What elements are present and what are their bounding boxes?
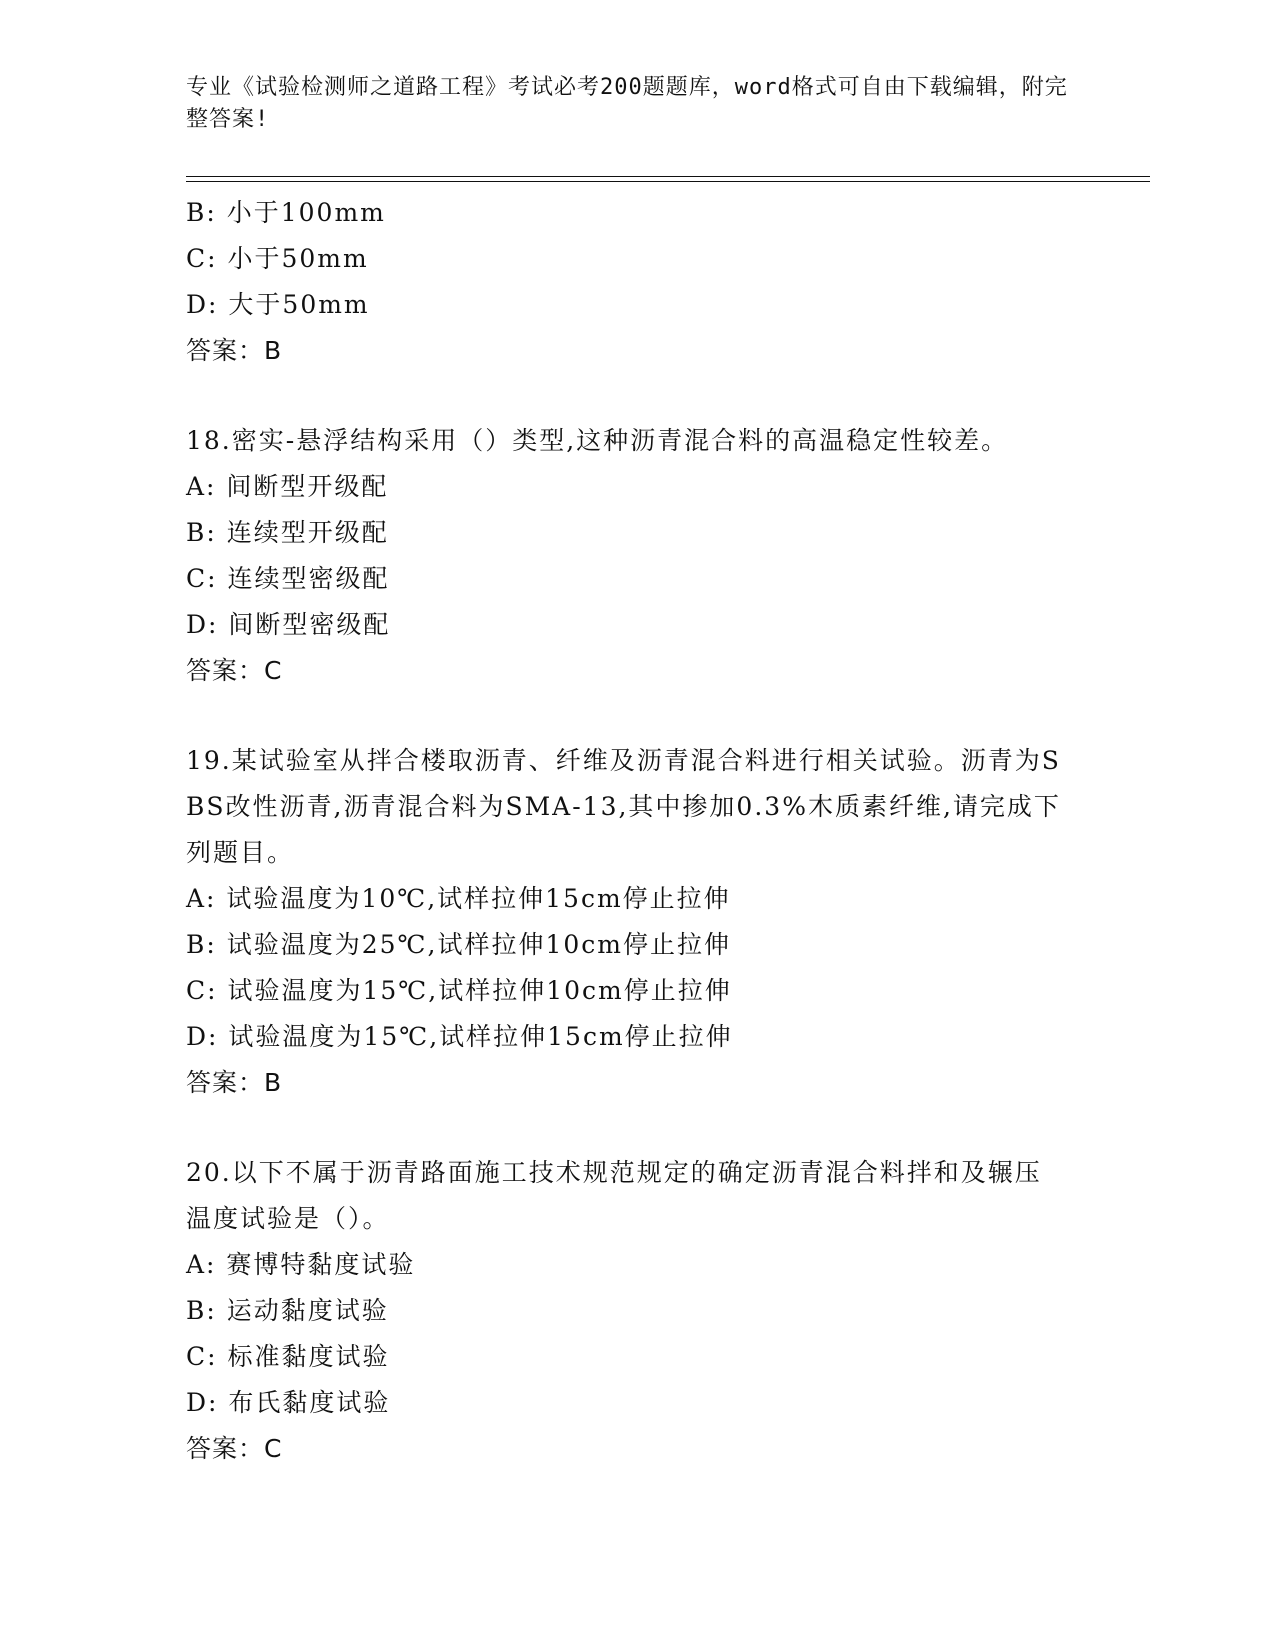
- option-c: C: 小于50mm: [186, 244, 369, 273]
- option-c: C: 试验温度为15℃,试样拉伸10cm停止拉伸: [186, 976, 732, 1005]
- option-c: C: 标准黏度试验: [186, 1342, 390, 1371]
- header-rule-top: [186, 176, 1150, 177]
- option-a: A: 试验温度为10℃,试样拉伸15cm停止拉伸: [186, 884, 731, 913]
- spacer: [186, 694, 1086, 738]
- option-a: A: 赛博特黏度试验: [186, 1250, 416, 1279]
- option-d: D: 试验温度为15℃,试样拉伸15cm停止拉伸: [186, 1022, 733, 1051]
- question-stem: 18.密实-悬浮结构采用（）类型,这种沥青混合料的高温稳定性较差。: [186, 426, 1009, 455]
- option-a: A: 间断型开级配: [186, 472, 389, 501]
- option-d: D: 间断型密级配: [186, 610, 391, 639]
- question-block-19: [186, 738, 1086, 1106]
- document-header: 专业《试验检测师之道路工程》考试必考200题题库，word格式可自由下载编辑，附完整答案!: [186, 75, 1068, 132]
- option-d: D: 布氏黏度试验: [186, 1388, 391, 1417]
- header-rule-bottom: [186, 181, 1150, 182]
- spacer: [186, 374, 1086, 418]
- answer-line: 答案：B: [186, 336, 283, 365]
- spacer: [186, 1106, 1086, 1150]
- option-b: B: 连续型开级配: [186, 518, 389, 547]
- question-block-18: [186, 418, 1086, 694]
- question-stem: 19.某试验室从拌合楼取沥青、纤维及沥青混合料进行相关试验。沥青为SBS改性沥青,沥青混合料为SMA-13,其中掺加0.3%木质素纤维,请完成下列题目。: [186, 746, 1061, 867]
- option-c: C: 连续型密级配: [186, 564, 390, 593]
- option-b: B: 小于100mm: [186, 198, 386, 227]
- option-b: B: 试验温度为25℃,试样拉伸10cm停止拉伸: [186, 930, 731, 959]
- answer-line: 答案：B: [186, 1068, 283, 1097]
- question-block-prev: [186, 190, 1086, 374]
- option-b: B: 运动黏度试验: [186, 1296, 389, 1325]
- question-stem: 20.以下不属于沥青路面施工技术规范规定的确定沥青混合料拌和及辗压温度试验是（）。: [186, 1158, 1042, 1233]
- option-d: D: 大于50mm: [186, 290, 370, 319]
- answer-line: 答案：C: [186, 1434, 283, 1463]
- answer-line: 答案：C: [186, 656, 283, 685]
- question-list: [186, 190, 1086, 1472]
- question-block-20: [186, 1150, 1086, 1472]
